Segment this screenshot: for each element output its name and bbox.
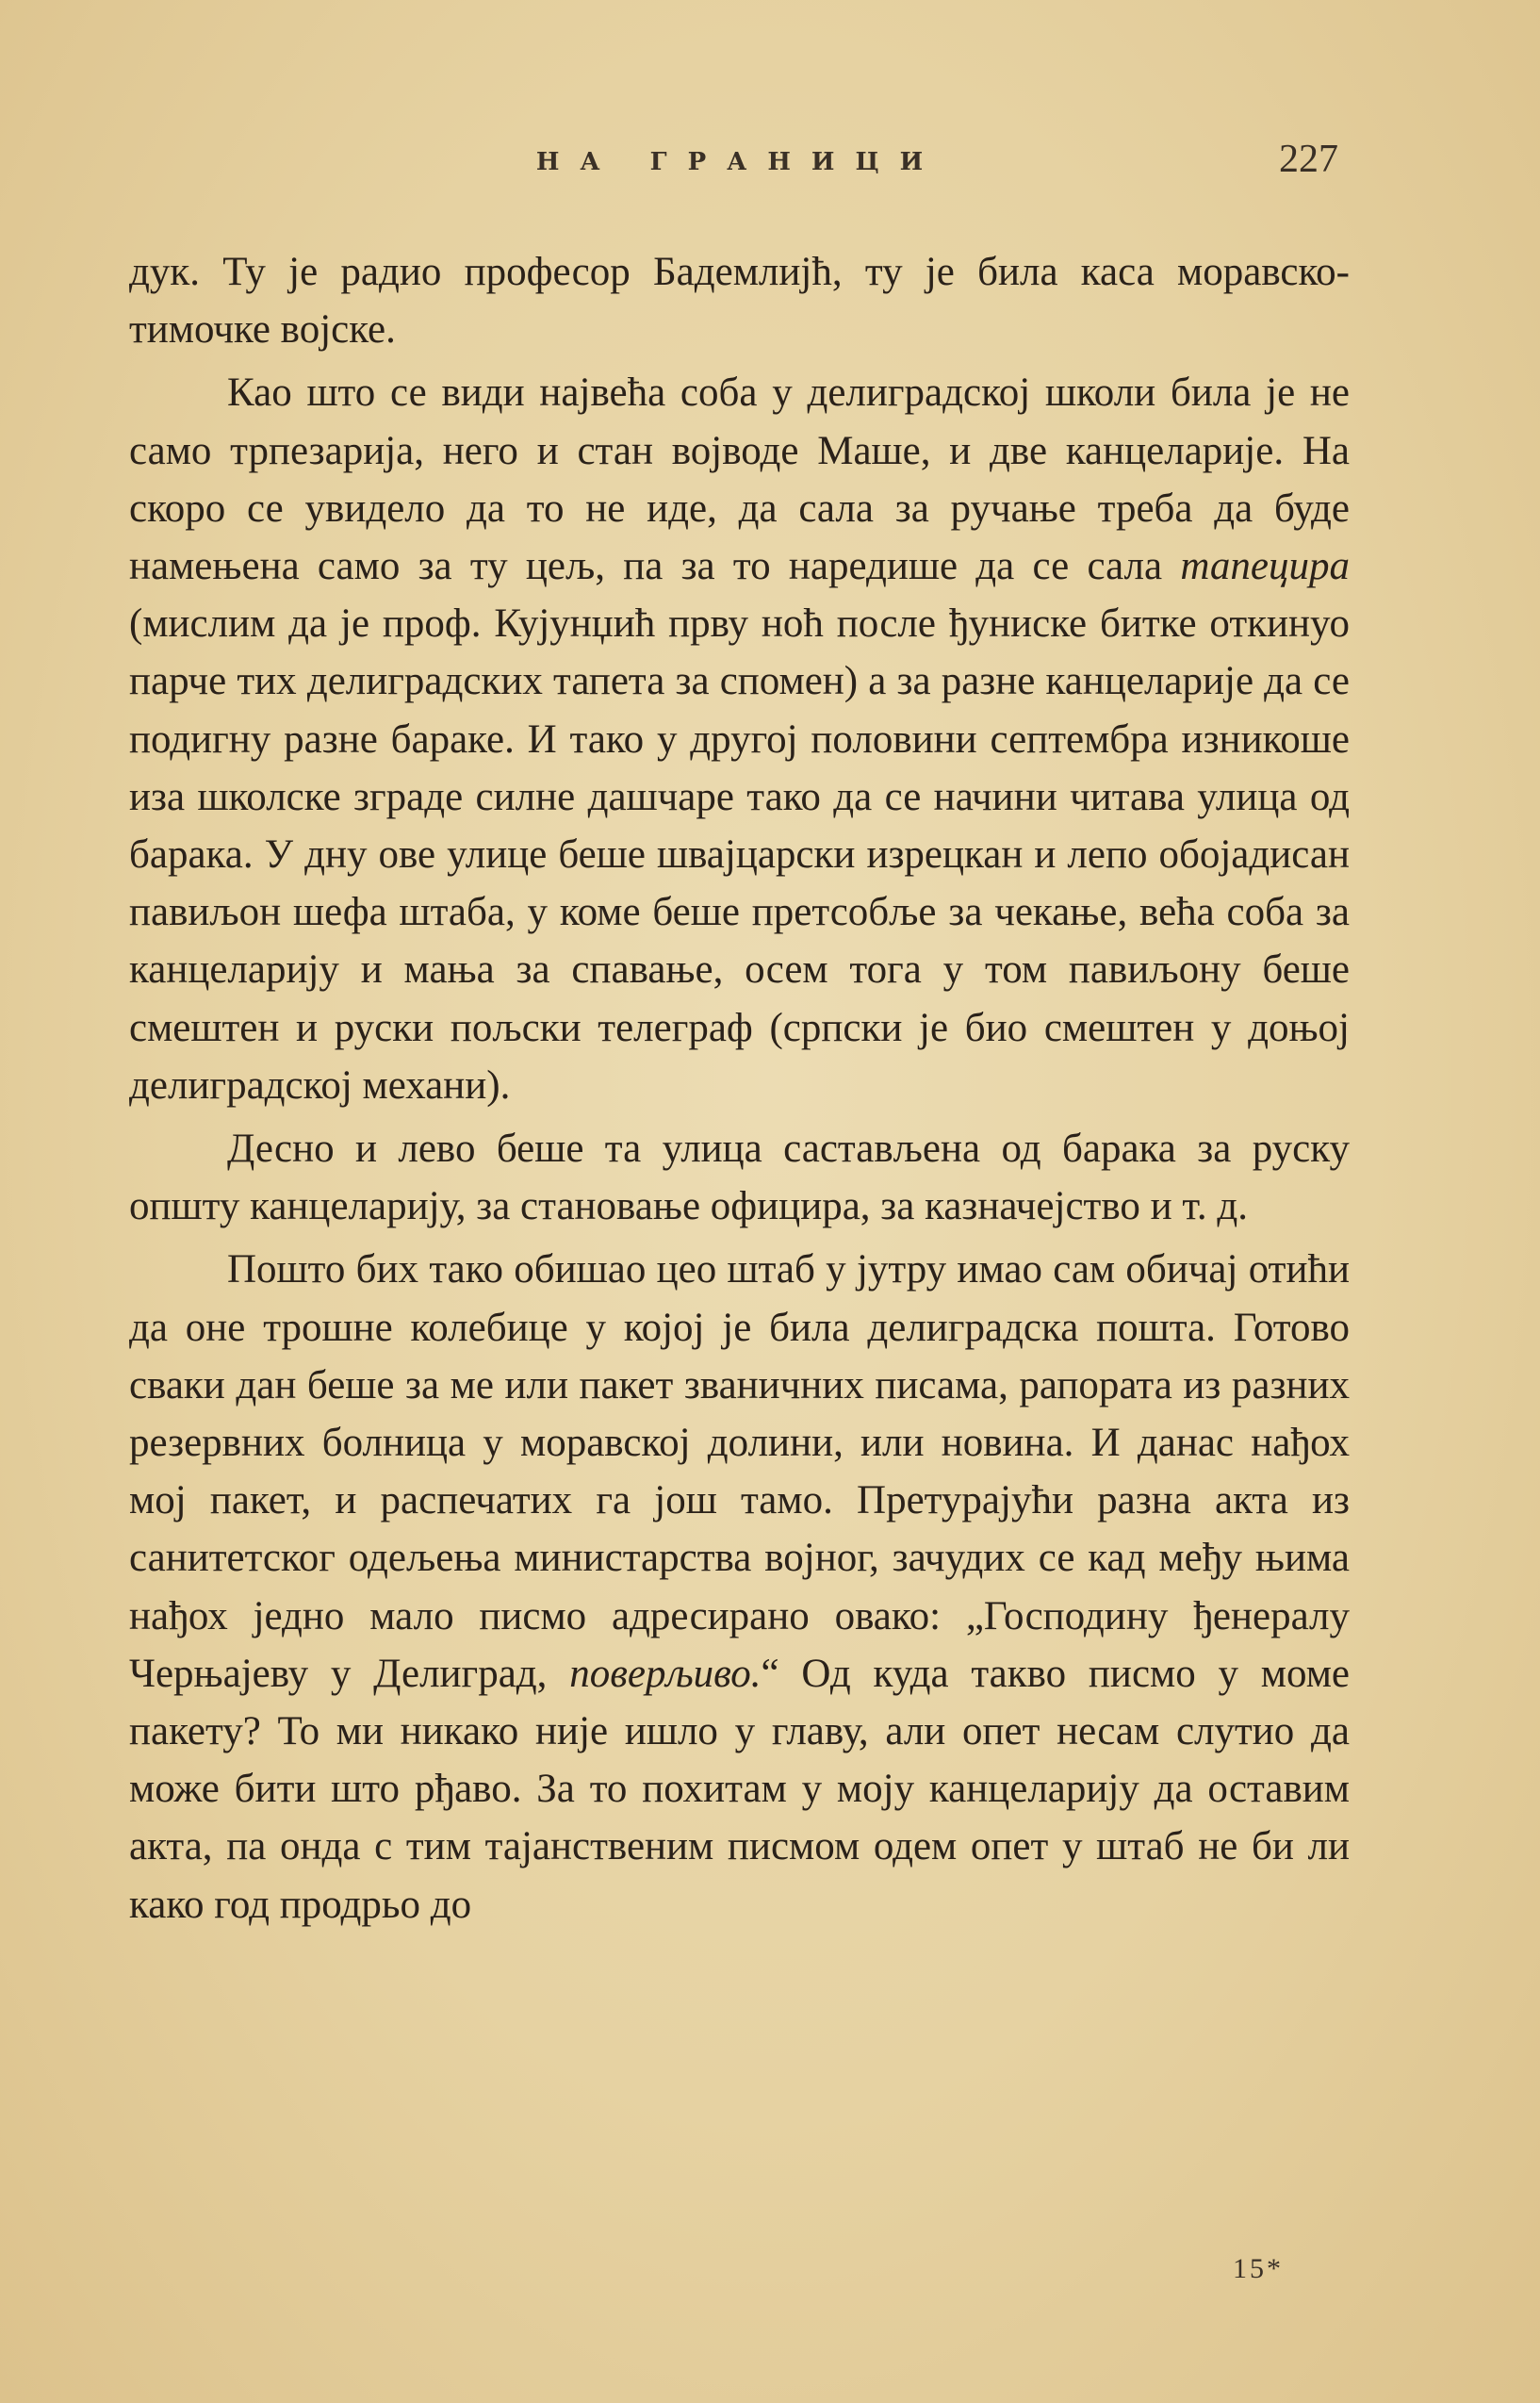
text-run: Пошто бих тако обишао цео штаб у јутру имао сам обичај отићи да оне трошне колебице у којој је била делиградска пошта. Готово сваки дан беше за ме или пакет званичних писама, рапората из разних резервних болница у моравској долини, или новина. И данас нађох мој пакет, и распечатих га још тамо. Претурајући разна акта из санитетског одељења министарства војног, зачудих се кад међу њима нађох једно мало писмо адресирано овако: „Господину ђенералу Черњајеву у Делиград,	[129, 1247, 1350, 1696]
italic-emphasis: тапецира	[1180, 544, 1350, 589]
text-run: (мислим да је проф. Кујунџић прву ноћ после ђуниске битке откинуо парче тих делиградских тапета за спомен) а за разне канцеларије да се подигну разне бараке. И тако у другој половини септембра изникоше иза школске зграде силне дашчаре тако да се начини читава улица од барака. У дну ове улице беше швајцарски изрецкан и лепо обојадисан павиљон шефа штаба, у коме беше претсобље за чекање, већа соба за канцеларију и мања за спавање, осем тога у том павиљону беше смештен и руски пољски телеграф (српски је био смештен у доњој делиградској механи).	[129, 601, 1350, 1108]
printer-signature-mark: 15*	[1233, 2253, 1284, 2284]
paragraph-4	[129, 1241, 1350, 1933]
text-run: дук. Ту је радио професор Бадемлијћ, ту је била каса моравско-тимочке војске.	[129, 250, 1350, 353]
italic-emphasis: поверљиво.	[569, 1651, 762, 1696]
page-number: 227	[1279, 138, 1338, 181]
body-text	[129, 243, 1350, 1934]
text-run: Као што се види највећа соба у делиградској школи била је не само трпезарија, него и стан војводе Маше, и две канцеларије. На скоро се увидело да то не иде, да сала за ручање треба да буде намењена само за ту цељ, па за то наредише да се сала	[129, 370, 1350, 589]
running-head: НА ГРАНИЦИ	[535, 148, 944, 176]
paragraph-1	[129, 243, 1350, 358]
text-run: Десно и лево беше та улица састављена од барака за руску општу канцеларију, за становање официра, за казначејство и т. д.	[129, 1127, 1350, 1229]
paragraph-3	[129, 1120, 1350, 1235]
text-run: “ Од куда такво писмо у моме пакету? То ми никако није ишло у главу, али опет несам слутио да може бити што рђаво. За то похитам у моју канцеларију да оставим акта, па онда с тим тајанственим писмом одем опет у штаб не би ли како год продрьо до	[129, 1651, 1350, 1927]
page-header	[132, 137, 1348, 184]
paragraph-2	[129, 364, 1350, 1114]
